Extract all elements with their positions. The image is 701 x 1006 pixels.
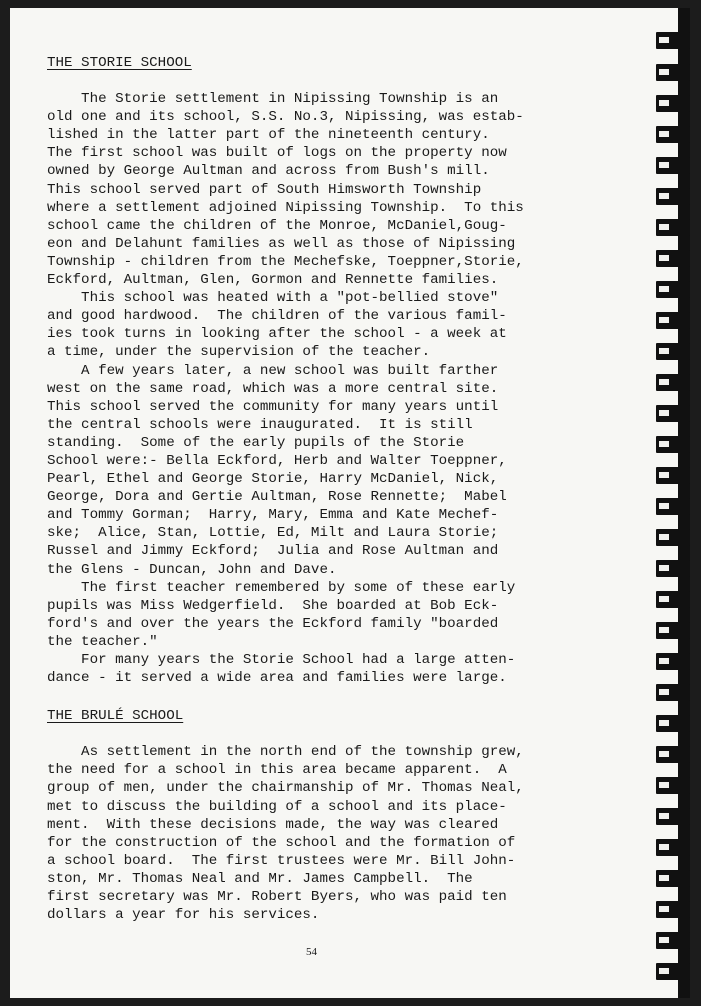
binding-ring [656, 963, 690, 980]
storie-paragraph-4: The first teacher remembered by some of these early pupils was Miss Wedgerfield. She boarded at Bob Eck- ford's and over the years the Eckford family "boarded the teacher." [47, 579, 516, 650]
binding-ring [656, 436, 690, 453]
binding-ring [656, 188, 690, 205]
binding-ring [656, 157, 690, 174]
binding-ring [656, 405, 690, 422]
binding-ring [656, 560, 690, 577]
binding-ring [656, 839, 690, 856]
storie-paragraph-3: A few years later, a new school was built farther west on the same road, which was a more central site. This school served the community for many years until the central schools were inaugurated. It is still standing. Some of the early pupils of the Storie School were:- Bella Eckford, Herb and Walter Toeppner, Pearl, Ethel and George Storie, Harry McDaniel, Nick, George, Dora and Gertie Aultman, Rose Rennette; Mabel and Tommy Gorman; Harry, Mary, Emma and Kate Mechef- ske; Alice, Stan, Lottie, Ed, Milt and Laura Storie; Russel and Jimmy Eckford; Julia and Rose Aultman and the Glens - Duncan, John and Dave. [47, 362, 507, 578]
binding-ring [656, 343, 690, 360]
binding-ring [656, 64, 690, 81]
binding-ring [656, 808, 690, 825]
storie-paragraph-2: This school was heated with a "pot-bellied stove" and good hardwood. The children of the various famil- ies took turns in looking after the school - a week at a time, under the supervision of the teacher. [47, 290, 507, 361]
binding-ring [656, 219, 690, 236]
binding-ring [656, 901, 690, 918]
binding-ring [656, 374, 690, 391]
binding-ring [656, 126, 690, 143]
brule-paragraph-1: As settlement in the north end of the township grew, the need for a school in this area became apparent. A group of men, under the chairmanship of Mr. Thomas Neal, met to discuss the building of a school and its place- ment. With these decisions made, the way was cleared for the construction of the school and the formation of a school board. The first trustees were Mr. Bill John- ston, Mr. Thomas Neal and Mr. James Campbell. The first secretary was Mr. Robert Byers, who was paid ten dollars a year for his services. [47, 744, 524, 924]
binding-ring [656, 591, 690, 608]
binding-ring [656, 715, 690, 732]
binding-ring [656, 870, 690, 887]
page-number: 54 [306, 946, 317, 958]
page-text [47, 54, 577, 924]
binding-ring [656, 467, 690, 484]
storie-school-heading: THE STORIE SCHOOL [47, 55, 192, 71]
binding-ring [656, 32, 690, 49]
storie-paragraph-5: For many years the Storie School had a large atten- dance - it served a wide area and families were large. [47, 652, 516, 687]
binding-ring [656, 653, 690, 670]
binding-ring [656, 746, 690, 763]
binding-ring [656, 777, 690, 794]
binding-ring [656, 529, 690, 546]
book-page [10, 8, 690, 998]
binding-ring [656, 281, 690, 298]
brule-school-heading: THE BRULÉ SCHOOL [47, 708, 184, 725]
storie-paragraph-1: The Storie settlement in Nipissing Township is an old one and its school, S.S. No.3, Nipissing, was estab- lished in the latter part of the nineteenth century. The first school was built of logs on the property now owned by George Aultman and across from Bush's mill. This school served part of South Himsworth Township where a settlement adjoined Nipissing Township. To this school came the children of the Monroe, McDaniel,Goug- eon and Delahunt families as well as those of Nipissing Township - children from the Mechefske, Toeppner,Storie, Eckford, Aultman, Glen, Gormon and Rennette families. [47, 91, 524, 289]
binding-ring [656, 250, 690, 267]
binding-ring [656, 932, 690, 949]
binding-ring [656, 95, 690, 112]
binding-ring [656, 622, 690, 639]
binding-ring [656, 498, 690, 515]
binding-ring [656, 312, 690, 329]
binding-ring [656, 684, 690, 701]
spiral-binding [640, 8, 690, 998]
